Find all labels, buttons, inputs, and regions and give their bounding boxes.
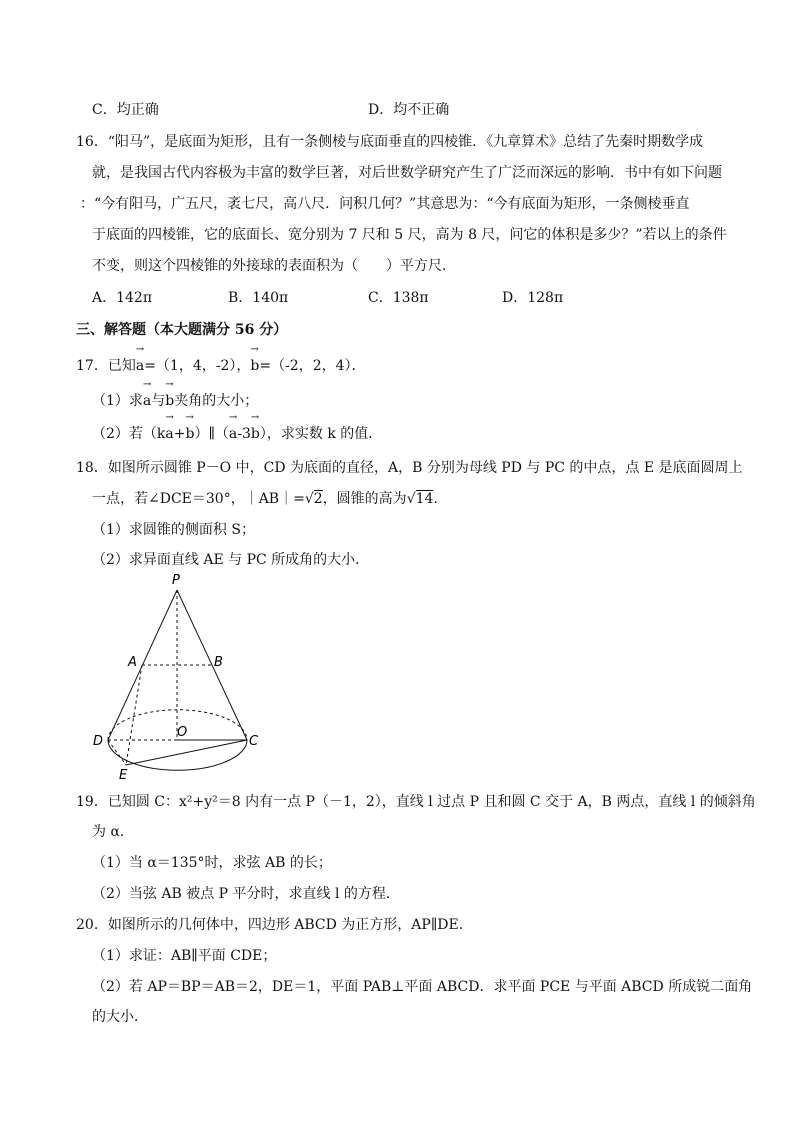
sqrt-sign: √ [406,491,416,507]
sqrt-sign: √ [304,491,314,507]
section-3-heading: 三、解答题（本大题满分 56 分） [76,322,288,338]
q16-option-a: A．142π [92,290,153,306]
q19-part-2: （2）当弦 AB 被点 P 平分时，求直线 l 的方程． [92,886,400,902]
label-A: A [128,655,137,670]
q15-option-d: D．均不正确 [368,102,450,118]
q17-stem: 17．已知→ a=（1，4，-2），→ b=（-2，2，4）． [76,356,366,376]
q16-line-2: 就，是我国古代内容极为丰富的数学巨著，对后世数学研究产生了广泛而深远的影响．书中有如下问题 [92,165,722,181]
q19-line-2: 为 α． [92,824,134,840]
cone-figure [88,568,278,783]
q20-line-1: 20．如图所示的几何体中，四边形 ABCD 为正方形，AP∥DE． [76,917,473,933]
label-B: B [214,655,223,670]
vector-a: → a [136,356,144,376]
q18-part-1: （1）求圆锥的侧面积 S； [92,522,255,538]
q16-option-d: D．128π [502,290,564,306]
label-O: O [177,725,188,740]
q19-part-1: （1）当 α＝135°时，求弦 AB 的长； [92,855,332,871]
q18-line-1: 18．如图所示圆锥 P－O 中，CD 为底面的直径，A，B 分别为母线 PD 与 PC 的中点，点 E 是底面圆周上 [76,460,743,476]
q20-part-1: （1）求证：AB∥平面 CDE； [92,948,277,964]
vector-b: → b [250,356,259,376]
q15-option-c: C．均正确 [92,102,159,118]
q20-part-2-cont: 的大小． [92,1009,148,1025]
label-E: E [119,768,128,783]
label-D: D [93,734,104,749]
q16-line-1: 16．“阳马”，是底面为矩形，且有一条侧棱与底面垂直的四棱锥．《九章算术》总结了先秦时期数学成 [76,134,704,150]
q16-line-3: ：“今有阳马，广五尺，袤七尺，高八尺．问积几何？”其意思为：“今有底面为矩形，一条侧棱垂直 [80,196,690,212]
label-C: C [249,734,259,749]
q18-part-2: （2）求异面直线 AE 与 PC 所成角的大小． [92,552,370,568]
q16-option-b: B．140π [228,290,289,306]
label-P: P [172,573,180,588]
q16-line-5: 不变，则这个四棱锥的外接球的表面积为（ ）平方尺． [92,258,456,274]
q20-part-2: （2）若 AP＝BP＝AB＝2，DE＝1，平面 PAB⊥平面 ABCD．求平面 PCE 与平面 ABCD 所成锐二面角 [92,979,753,995]
cone-diagram [88,568,278,783]
q17-part-1: （1）求→ a与→ b夹角的大小； [92,391,258,411]
q19-line-1: 19．已知圆 C：x²+y²＝8 内有一点 P（－1，2），直线 l 过点 P 且和圆 C 交于 A，B 两点，直线 l 的倾斜角 [76,794,756,810]
q16-line-4: 于底面的四棱锥，它的底面长、宽分别为 7 尺和 5 尺，高为 8 尺，问它的体积是多少？”若以上的条件 [92,227,727,243]
q16-option-c: C．138π [368,290,429,306]
q18-line-2: 一点，若∠DCE＝30°，｜AB｜=√2，圆锥的高为√14． [92,491,448,507]
q17-part-2: （2）若（k→ a+→ b）∥（→ a-3→ b），求实数 k 的值． [92,424,382,444]
